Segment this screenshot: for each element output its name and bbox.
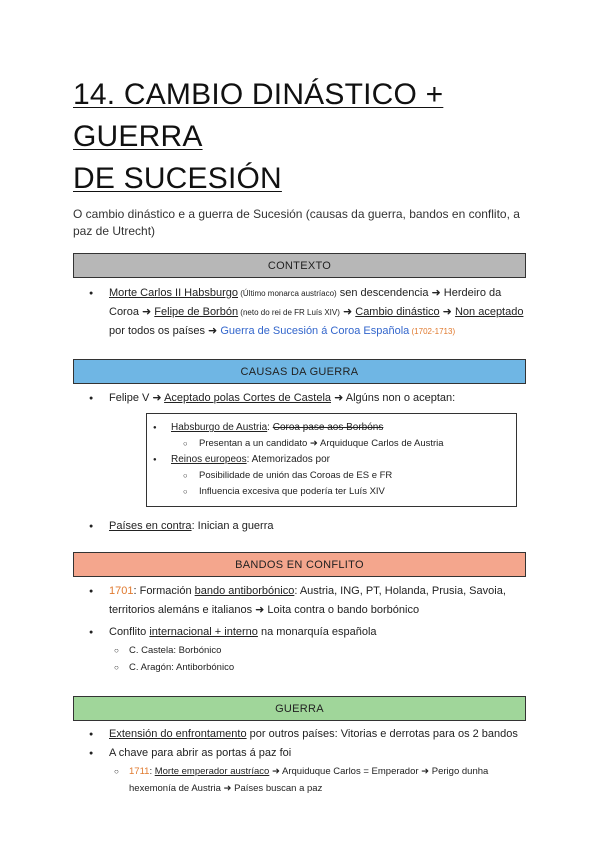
text-reinos-europeos: Reinos europeos	[171, 454, 247, 465]
title-line-1: 14. CAMBIO DINÁSTICO + GUERRA	[73, 78, 444, 153]
section-header-bandos: BANDOS EN CONFLITO	[73, 552, 526, 577]
note-neto-rei: (neto do rei de FR Luís XIV)	[238, 308, 340, 317]
text-cambio-dinastico: Cambio dinástico	[355, 306, 440, 318]
text-segment: : Formación	[133, 585, 195, 597]
text-segment: Felipe V ➜	[109, 392, 165, 404]
date-1701: 1701	[109, 585, 134, 597]
text-internacional-interno: internacional + interno	[149, 626, 258, 638]
box-sublist	[147, 436, 516, 452]
list-item: ○ Posibilidade de unión das Coroas de ES e FR	[147, 468, 516, 484]
note-ultimo-monarca: (Último monarca austríaco)	[238, 289, 337, 298]
list-item	[147, 452, 516, 468]
text-habsburgo: Habsburgo de Austria	[171, 422, 268, 433]
causas-list	[73, 389, 526, 408]
list-item	[73, 763, 526, 797]
list-item	[73, 623, 526, 642]
list-item: ○ Influencia excesiva que podería ter Luís XIV	[147, 484, 516, 500]
bandos-sublist	[73, 642, 526, 676]
text-segment: Conflito	[109, 626, 150, 638]
date-1711: 1711	[129, 766, 150, 777]
list-item: ○ Presentan a un candidato ➜ Arquiduque Carlos de Austria	[147, 436, 516, 452]
text-segment: por outros países: Vitorias e derrotas para os 2 bandos	[246, 728, 518, 740]
text-segment: : Austria, ING, PT, Holanda, Prusia, Savoia, territorios alemáns e italianos ➜ Loita contra o bando borbónico	[109, 585, 506, 616]
page	[73, 74, 526, 797]
list-item	[147, 420, 516, 436]
text-aceptado-cortes: Aceptado polas Cortes de Castela	[164, 392, 332, 404]
text-segment: sen descendencia ➜ Herdeiro da Coroa ➜	[109, 287, 502, 318]
text-segment: na monarquía española	[257, 626, 377, 638]
box-list	[147, 420, 516, 436]
causas-box	[146, 413, 517, 507]
text-felipe-borbon: Felipe de Borbón	[154, 306, 239, 318]
text-segment: :	[267, 422, 273, 433]
box-list	[147, 452, 516, 468]
section-header-guerra: GUERRA	[73, 696, 526, 721]
guerra-list	[73, 725, 526, 763]
text-coroa-pase: Coroa pase aos Borbóns	[272, 422, 384, 433]
text-paises-contra: Países en contra	[109, 520, 192, 532]
text-segment: ➜	[339, 306, 356, 318]
text-morte-emperador: Morte emperador austríaco	[154, 766, 270, 777]
list-item	[73, 284, 526, 341]
text-bando-antiborbonico: bando antiborbónico	[194, 585, 295, 597]
text-segment: ➜	[439, 306, 455, 318]
guerra-sublist	[73, 763, 526, 797]
text-extension: Extensión do enfrontamento	[109, 728, 247, 740]
text-morte-carlos: Morte Carlos II Habsburgo	[109, 287, 238, 299]
text-segment: ➜ Arquiduque Carlos = Emperador ➜ Perigo dunha hexemonía de Austria ➜ Países buscan a paz	[129, 766, 489, 794]
title-line-2: DE SUCESIÓN	[73, 162, 282, 195]
causas-list-2	[73, 517, 526, 536]
page-title	[73, 74, 526, 200]
text-segment: : Atemorizados por	[246, 454, 330, 465]
list-item	[73, 389, 526, 408]
text-segment: : Inician a guerra	[191, 520, 274, 532]
text-segment: ➜ Algúns non o aceptan:	[331, 392, 456, 404]
section-header-contexto: CONTEXTO	[73, 253, 526, 278]
box-sublist	[147, 468, 516, 500]
date-1702-1713: (1702-1713)	[409, 327, 456, 336]
bandos-list	[73, 582, 526, 642]
list-item: ○ C. Castela: Borbónico	[73, 642, 526, 659]
text-non-aceptado: Non aceptado	[454, 306, 524, 318]
list-item: ○ C. Aragón: Antiborbónico	[73, 659, 526, 676]
list-item	[73, 517, 526, 536]
list-item	[73, 582, 526, 620]
text-segment: por todos os países ➜	[109, 325, 221, 337]
section-header-causas: CAUSAS DA GUERRA	[73, 359, 526, 384]
contexto-list	[73, 284, 526, 341]
subtitle: O cambio dinástico e a guerra de Sucesión (causas da guerra, bandos en conflito, a paz de Utrecht)	[73, 207, 520, 238]
text-segment: :	[149, 766, 155, 777]
list-item	[73, 725, 526, 744]
list-item: ● A chave para abrir as portas á paz foi	[73, 744, 526, 763]
text-guerra-sucesion: Guerra de Sucesión á Coroa Española	[220, 325, 410, 337]
